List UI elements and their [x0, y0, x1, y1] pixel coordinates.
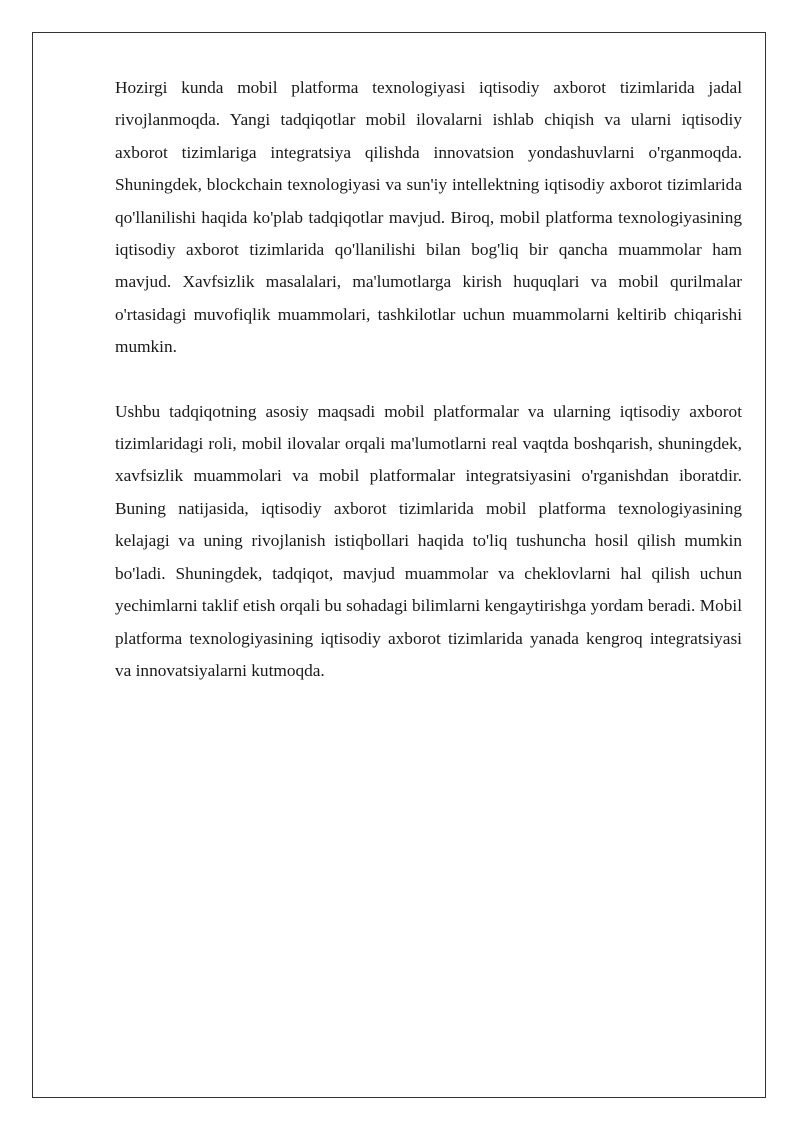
paragraph-1: Hozirgi kunda mobil platforma texnologiyasi iqtisodiy axborot tizimlarida jadal rivojlanmoqda. Yangi tadqiqotlar mobil ilovalarni ishlab chiqish va ularni iqtisodiy axborot tizimlariga integratsiya qilishda innovatsion yondashuvlarni o'rganmoqda. Shuningdek, blockchain texnologiyasi va sun'iy intellektning iqtisodiy axborot tizimlarida qo'llanilishi haqida ko'plab tadqiqotlar mavjud. Biroq, mobil platforma texnologiyasining iqtisodiy axborot tizimlarida qo'llanilishi bilan bog'liq bir qancha muammolar ham mavjud. Xavfsizlik masalalari, ma'lumotlarga kirish huquqlari va mobil qurilmalar o'rtasidagi muvofiqlik muammolari, tashkilotlar uchun muammolarni keltirib chiqarishi mumkin.	[115, 78, 742, 357]
document-body	[115, 72, 742, 687]
paragraph-2: Ushbu tadqiqotning asosiy maqsadi mobil platformalar va ularning iqtisodiy axborot tizimlaridagi roli, mobil ilovalar orqali ma'lumotlarni real vaqtda boshqarish, shuningdek, xavfsizlik muammolari va mobil platformalar integratsiyasini o'rganishdan iboratdir. Buning natijasida, iqtisodiy axborot tizimlarida mobil platforma texnologiyasining kelajagi va uning rivojlanish istiqbollari haqida to'liq tushuncha hosil qilish mumkin bo'ladi. Shuningdek, tadqiqot, mavjud muammolar va cheklovlarni hal qilish uchun yechimlarni taklif etish orqali bu sohadagi bilimlarni kengaytirishga yordam beradi. Mobil platforma texnologiyasining iqtisodiy axborot tizimlarida yanada kengroq integratsiyasi va innovatsiyalarni kutmoqda.	[115, 401, 742, 680]
